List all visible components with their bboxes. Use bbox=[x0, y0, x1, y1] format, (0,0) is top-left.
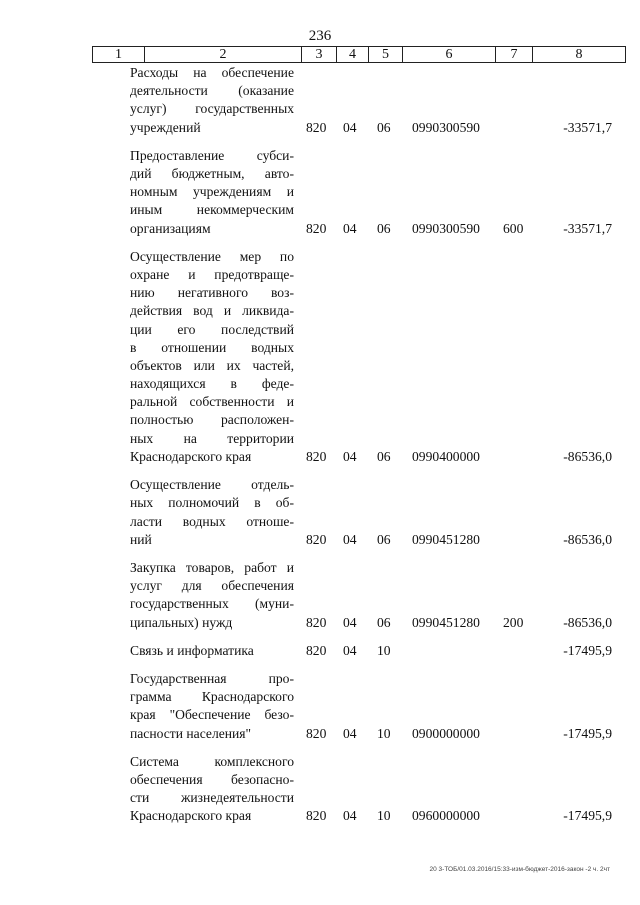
description-line: Расходы на обеспечение bbox=[130, 65, 294, 80]
description-line: иным некоммерческим bbox=[130, 202, 294, 218]
row-section-code: 820 bbox=[306, 448, 327, 464]
row-subsection2-code: 06 bbox=[377, 448, 391, 464]
description-line: услуг для обеспечения bbox=[130, 578, 294, 594]
description-line: ции его последствий bbox=[130, 321, 294, 337]
budget-row bbox=[0, 64, 640, 137]
description-line: ний bbox=[130, 531, 152, 547]
description-line: края "Обеспечение безо- bbox=[130, 707, 294, 723]
row-description bbox=[130, 642, 294, 660]
budget-row bbox=[0, 559, 640, 632]
row-subsection2-code: 10 bbox=[377, 808, 391, 824]
budget-row bbox=[0, 476, 640, 549]
description-line: дий бюджетным, авто- bbox=[130, 165, 294, 181]
header-col-7: 7 bbox=[496, 47, 533, 63]
row-subsection-code: 04 bbox=[343, 808, 357, 824]
row-amount: -86536,0 bbox=[563, 614, 612, 630]
row-subsection-code: 04 bbox=[343, 531, 357, 547]
column-header-table bbox=[92, 46, 626, 63]
description-line: действия вод и ликвида- bbox=[130, 303, 294, 319]
description-line: Предоставление субси- bbox=[130, 147, 294, 163]
description-line: услуг) государственных bbox=[130, 101, 294, 117]
row-target-article: 0990300590 bbox=[412, 119, 480, 135]
row-section-code: 820 bbox=[306, 614, 327, 630]
row-description bbox=[130, 64, 294, 137]
description-line: находящихся в федe- bbox=[130, 376, 294, 392]
row-subsection2-code: 06 bbox=[377, 614, 391, 630]
row-expense-type: 600 bbox=[503, 220, 524, 236]
budget-row bbox=[0, 670, 640, 743]
description-line: Государственная про- bbox=[130, 671, 294, 686]
row-subsection-code: 04 bbox=[343, 119, 357, 135]
row-target-article: 0990451280 bbox=[412, 531, 480, 547]
row-target-article: 0990300590 bbox=[412, 220, 480, 236]
row-amount: -86536,0 bbox=[563, 531, 612, 547]
row-section-code: 820 bbox=[306, 531, 327, 547]
row-subsection2-code: 10 bbox=[377, 642, 391, 658]
budget-row bbox=[0, 248, 640, 466]
description-line: ципальных) нужд bbox=[130, 614, 233, 630]
description-line: учреждений bbox=[130, 119, 201, 135]
description-line: полностью расположен- bbox=[130, 412, 294, 428]
description-line: сти жизнедеятельности bbox=[130, 790, 294, 806]
description-line: Закупка товаров, работ и bbox=[130, 560, 294, 575]
row-description bbox=[130, 476, 294, 549]
budget-row bbox=[0, 642, 640, 660]
row-description bbox=[130, 753, 294, 826]
row-description bbox=[130, 248, 294, 466]
row-target-article: 0990451280 bbox=[412, 614, 480, 630]
row-section-code: 820 bbox=[306, 808, 327, 824]
row-description bbox=[130, 559, 294, 632]
description-line: государственных (муни- bbox=[130, 596, 294, 612]
description-line: грамма Краснодарского bbox=[130, 689, 294, 705]
description-line: деятельности (оказание bbox=[130, 83, 294, 99]
row-section-code: 820 bbox=[306, 119, 327, 135]
row-target-article: 0990400000 bbox=[412, 448, 480, 464]
row-amount: -17495,9 bbox=[563, 808, 612, 824]
budget-row bbox=[0, 753, 640, 826]
row-subsection-code: 04 bbox=[343, 642, 357, 658]
row-expense-type: 200 bbox=[503, 614, 524, 630]
description-line: объектов или их частей, bbox=[130, 357, 294, 373]
budget-row bbox=[0, 147, 640, 238]
row-amount: -17495,9 bbox=[563, 725, 612, 741]
row-subsection-code: 04 bbox=[343, 448, 357, 464]
description-line: Осуществление мер по bbox=[130, 248, 294, 264]
header-col-3: 3 bbox=[302, 47, 337, 63]
description-line: охране и предотвраще- bbox=[130, 266, 294, 282]
description-line: Осуществление отдель- bbox=[130, 477, 294, 493]
description-line: в отношении водных bbox=[130, 339, 294, 355]
row-subsection2-code: 06 bbox=[377, 531, 391, 547]
row-amount: -33571,7 bbox=[563, 220, 612, 236]
description-line: организациям bbox=[130, 220, 211, 236]
row-subsection-code: 04 bbox=[343, 725, 357, 741]
description-line: ласти водных отноше- bbox=[130, 513, 294, 529]
row-section-code: 820 bbox=[306, 220, 327, 236]
description-line: ральной собственности и bbox=[130, 394, 294, 410]
row-target-article: 0900000000 bbox=[412, 725, 480, 741]
row-subsection-code: 04 bbox=[343, 220, 357, 236]
row-subsection2-code: 06 bbox=[377, 119, 391, 135]
footer-stamp: 20 3-ТОБ/01.03.2016/15:33-изм-бюджет-2016-закон -2 ч. 2чт bbox=[429, 866, 610, 873]
description-line: номным учреждениям и bbox=[130, 184, 294, 200]
header-col-5: 5 bbox=[369, 47, 403, 63]
description-line: пасности населения" bbox=[130, 725, 252, 741]
description-line: Связь и информатика bbox=[130, 642, 254, 658]
row-subsection2-code: 10 bbox=[377, 725, 391, 741]
description-line: ных полномочий в об- bbox=[130, 495, 294, 511]
row-amount: -86536,0 bbox=[563, 448, 612, 464]
description-line: обеспечения безопасно- bbox=[130, 771, 294, 787]
page-number: 236 bbox=[308, 28, 332, 44]
description-line: Краснодарского края bbox=[130, 808, 252, 824]
description-line: нию негативного воз- bbox=[130, 285, 294, 301]
row-amount: -17495,9 bbox=[563, 642, 612, 658]
header-col-8: 8 bbox=[533, 47, 626, 63]
row-description bbox=[130, 670, 294, 743]
description-line: Система комплексного bbox=[130, 753, 294, 769]
row-description bbox=[130, 147, 294, 238]
row-subsection2-code: 06 bbox=[377, 220, 391, 236]
row-section-code: 820 bbox=[306, 642, 327, 658]
row-target-article: 0960000000 bbox=[412, 808, 480, 824]
row-amount: -33571,7 bbox=[563, 119, 612, 135]
header-col-4: 4 bbox=[337, 47, 369, 63]
description-line: ных на территории bbox=[130, 430, 294, 446]
row-subsection-code: 04 bbox=[343, 614, 357, 630]
header-col-1: 1 bbox=[93, 47, 145, 63]
description-line: Краснодарского края bbox=[130, 448, 252, 464]
header-col-2: 2 bbox=[145, 47, 302, 63]
header-col-6: 6 bbox=[403, 47, 496, 63]
row-section-code: 820 bbox=[306, 725, 327, 741]
